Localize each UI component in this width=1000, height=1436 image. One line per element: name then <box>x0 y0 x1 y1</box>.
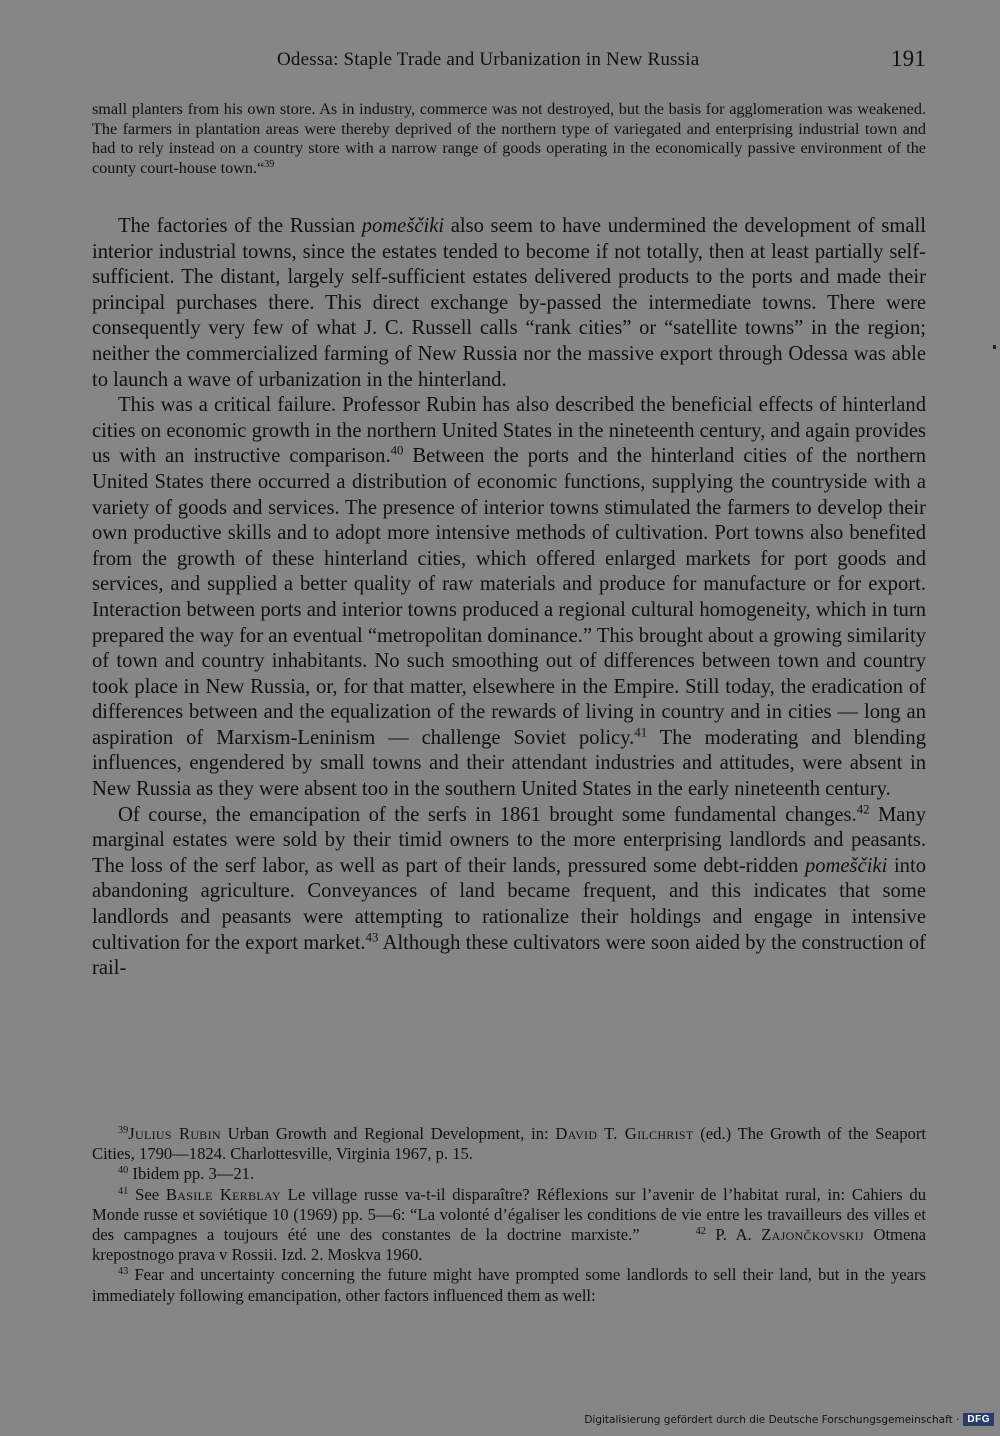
footnote-number: 43 <box>118 1266 129 1278</box>
author-name: Julius Rubin <box>128 1124 221 1143</box>
footnote-ref[interactable]: 40 <box>390 443 404 458</box>
text-run: Urban Growth and Regional Development, in: <box>220 1124 556 1143</box>
text-run: Although these cultivators were soon aided by the construction of rail- <box>92 931 926 980</box>
paragraph-1 <box>92 214 926 393</box>
text-run: Fear and uncertainty concerning the future might have prompted some landlords to sell their land, but in the years immediately following emancipation, other factors influenced them as well: <box>92 1265 926 1305</box>
author-name: Zajončkovskij <box>761 1225 864 1245</box>
footnote-number: 42 <box>695 1225 706 1237</box>
text-run: The factories of the Russian <box>118 215 362 237</box>
credit-text: Digitalisierung gefördert durch die Deutsche Forschungsgemeinschaft · <box>584 1413 960 1426</box>
paragraph-3 <box>92 803 926 982</box>
scan-artifact <box>993 345 996 349</box>
text-run: Many marginal estates were sold by their timid owners to the more enterprising landlords and peasants. The loss of the serf labor, as well as part of their lands, pressured some debt-ridden <box>92 803 927 877</box>
footnote-43 <box>92 1265 926 1305</box>
footnote-40 <box>92 1164 926 1184</box>
digitization-credit <box>584 1413 994 1426</box>
footnote-41-42 <box>92 1185 926 1266</box>
text-run: Ibidem pp. 3—21. <box>128 1164 255 1184</box>
italic-term: pomeščiki <box>361 215 445 237</box>
text-run: into abandoning agriculture. Conveyances of land became frequent, and this indicates that some landlords and peasants were attempting to rationalize their holdings and engage in intensive cultivation for the export market. <box>92 854 927 954</box>
paragraph-2 <box>92 393 926 803</box>
footnote-number: 39 <box>118 1124 129 1136</box>
editor-name: David T. Gilchrist <box>555 1124 694 1143</box>
block-quote <box>92 100 926 178</box>
running-head <box>92 44 926 78</box>
footnote-ref[interactable]: 42 <box>856 802 870 816</box>
dfg-logo: DFG <box>963 1413 994 1426</box>
text-run: Of course, the emancipation of the serfs in 1861 brought some fundamental changes. <box>118 803 857 826</box>
page-number: 191 <box>890 46 926 71</box>
text-run: P. A. <box>705 1225 762 1245</box>
author-name: Basile Kerblay <box>165 1184 281 1204</box>
footnote-ref[interactable]: 39 <box>264 158 275 170</box>
footnote-39 <box>92 1124 926 1164</box>
text-run: also seem to have undermined the development of small interior industrial towns, since the estates tended to become if not totally, then at least partially self-sufficient. The distant, largely self-sufficient estates delivered products to the ports and made their principal purchases there. This direct exchange by-passed the intermediate towns. There were consequently very few of what J. C. Russell calls “rank cities” or “satellite towns” in the region; neither the commercialized farming of New Russia nor the massive export through Odessa was able to launch a wave of urbanization in the hinterland. <box>92 215 926 391</box>
body-text <box>92 214 926 982</box>
footnote-number: 40 <box>118 1165 129 1177</box>
text-run: (ed.) The Growth of the Seaport Cities, 1790—1824. Charlottesville, Virginia 1967, p. 15. <box>92 1124 926 1164</box>
footnotes <box>92 1124 926 1306</box>
quote-text: small planters from his own store. As in industry, commerce was not destroyed, but the basis for agglomeration was weakened. The farmers in plantation areas were thereby deprived of the northern type of variegated and enterprising industrial town and had to rely instead on a country store with a narrow range of goods operating in the economically passive environment of the county court-house town.“ <box>92 100 926 177</box>
footnote-ref[interactable]: 41 <box>634 725 648 740</box>
footnote-ref[interactable]: 43 <box>365 929 379 944</box>
text-run: This was a critical failure. Professor Rubin has also described the beneficial effects of hinterland cities on economic growth in the northern United States in the nineteenth century, and again provides us with an instructive comparison. <box>92 394 926 468</box>
text-run: The moderating and blending influences, engendered by small towns and their attendant industries and attitudes, were absent in New Russia as they were absent too in the southern United States in the early nineteenth century. <box>92 726 926 801</box>
running-title: Odessa: Staple Trade and Urbanization in New Russia <box>277 49 700 70</box>
text-run: Otmena krepostnogo prava v Rossii. Izd. 2. Moskva 1960. <box>92 1225 926 1265</box>
text-run: See <box>128 1184 166 1204</box>
text-run: Le village russe va-t-il disparaître? Réflexions sur l’avenir de l’habitat rural, in: Cahiers du Monde russe et soviétique 10 (1969) pp. 5—6: “La volonté d’égaliser les conditions de vie entre les travailleurs des villes et des campagnes a toujours été une des constantes de la doctrine marxiste.” <box>92 1184 926 1245</box>
italic-term: pomeščiki <box>804 854 888 877</box>
text-run: Between the ports and the hinterland cities of the northern United States there occurred a distribution of economic functions, supplying the countryside with a variety of goods and services. The presence of interior towns stimulated the farmers to develop their own productive skills and to adopt more intensive methods of cultivation. Port towns also benefited from the growth of these hinterland cities, which offered enlarged markets for port goods and services, and supplied a better quality of raw materials and produce for manufacture or for export. Interaction between ports and interior towns produced a regional cultural homogeneity, which in turn prepared the way for an eventual “metropolitan dominance.” This brought about a growing similarity of town and country inhabitants. No such smoothing out of differences between town and country took place in New Russia, or, for that matter, elsewhere in the Empire. Still today, the eradication of differences between and the equalization of the rewards of living in country and in cities — long an aspiration of Marxism-Leninism — challenge Soviet policy. <box>92 445 926 749</box>
footnote-number: 41 <box>118 1185 129 1197</box>
